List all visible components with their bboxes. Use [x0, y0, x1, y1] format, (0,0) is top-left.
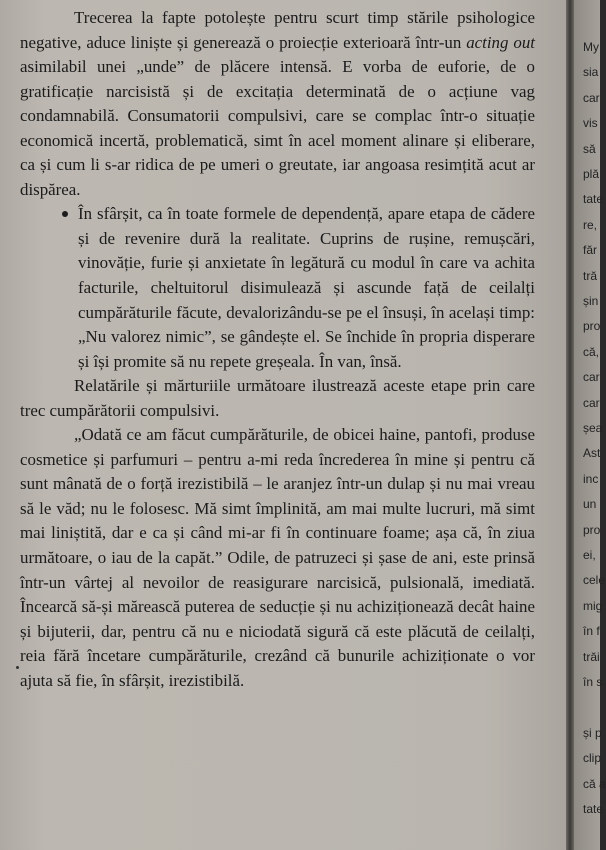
adjacent-page-fragment: mig [583, 598, 603, 613]
quote-block [20, 423, 535, 693]
adjacent-page-fragment: șea [583, 421, 603, 435]
adjacent-page-fragment: ei, [583, 548, 596, 562]
adjacent-page-fragment: My [583, 40, 599, 54]
bullet-item [20, 202, 535, 374]
adjacent-page-fragment: cele [583, 573, 606, 588]
adjacent-page-fragment: re, [583, 217, 598, 232]
adjacent-page-fragment: car [583, 90, 600, 105]
adjacent-page-fragment: în s [583, 675, 603, 689]
adjacent-page-fragment: clip [583, 751, 602, 766]
paragraph-2: Relatările și mărturiile următoare ilustrează aceste etape prin care trec cumpărătorii compulsivi. [20, 376, 535, 420]
bullet-dot-icon [62, 211, 68, 217]
adjacent-page-fragment: în f [583, 624, 600, 639]
adjacent-page-fragment: să [583, 141, 596, 156]
body-text [20, 6, 535, 693]
adjacent-page-fragment: pro [583, 319, 601, 334]
adjacent-page-fragment: pro [583, 522, 601, 537]
adjacent-page-fragment: sia [583, 65, 599, 80]
margin-mark [16, 666, 19, 669]
adjacent-page-fragment: că, [583, 344, 600, 359]
adjacent-page-fragment: tate [583, 802, 604, 816]
adjacent-page-edge [574, 0, 606, 850]
adjacent-page-fragment: trăi [583, 649, 600, 664]
adjacent-page-fragment: tră [583, 268, 598, 283]
paragraph-1: Trecerea la fapte potolește pentru scurt timp stările psihologice negative, aduce liniște și generează o proiecție exterioară într-un acting out asimilabil unei „unde” de plăcere intensă. E vorba de euforie, de o gratificație narcisistă și de excitația determinată de o acțiune vag condamnabilă. Consumatorii compulsivi, care se complac într-o situație economică incertă, problematică, simt în acel moment alinare și eliberare, ca și cum li s-ar ridica de pe umeri o greutate, iar angoasa resimțită acut ar dispărea. [20, 8, 536, 199]
adjacent-page-fragment: că a [583, 776, 606, 791]
adjacent-page-fragment: Ast [583, 446, 601, 461]
paragraph-3: „Odată ce am făcut cumpărăturile, de obicei haine, pantofi, produse cosmetice și parfumuri – pentru a-mi reda încrederea în mine și pentru că sunt mânată de o forță irezistibilă – le aranjez într-un dulap și nu mai vreau să le văd; nu le folosesc. Mă simt împlinită, am mai multe lucruri, mă simt mai liniștită, dar e ca și când mi-ar fi în continuare foame; așa că, în ziua următoare, o iau de la capăt.” Odile, de patruzeci și șase de ani, este prinsă într-un vârtej al nevoilor de reasigurare narcisică, pulsională, imediată. Încearcă să-și mărească puterea de seducție și nu achiziționează decât haine și bijuterii, dar, pentru că nu e niciodată sigură că este plăcută de ceilalți, reia fără încetare cumpărăturile, crezând că bunurile achiziționate o vor ajuta să fie, în sfârșit, irezistibilă. [20, 425, 535, 690]
book-gutter [566, 0, 574, 850]
adjacent-page-fragment: un [583, 497, 597, 512]
adjacent-page-fragment: și p [583, 725, 602, 740]
italic-term: acting out [466, 32, 536, 52]
adjacent-page-fragment: vis [583, 116, 598, 131]
adjacent-page-fragment: car [583, 395, 600, 410]
adjacent-page-fragment: car [583, 370, 600, 385]
bullet-paragraph: În sfârșit, ca în toate formele de dependență, apare etapa de cădere și de revenire dură la realitate. Cuprins de rușine, remușcări, vinovăție, furie și anxietate în legătură cu modul în care va achita facturile, cheltuitorul disimulează și ascunde față de ceilalți cumpărăturile făcute, devalorizându-se pe el însuși, în același timp: „Nu valorez nimic”, se gândește el. Se închide în propria disperare și își promite să nu repete greșeala. În van, însă. [78, 204, 535, 371]
adjacent-page-fragment: tate [583, 192, 604, 207]
adjacent-page-fragment: făr [583, 243, 598, 258]
adjacent-page-fragment: plă [583, 167, 600, 181]
adjacent-page-fragment: inc [583, 471, 599, 486]
adjacent-page-fragment: șin [583, 294, 599, 308]
